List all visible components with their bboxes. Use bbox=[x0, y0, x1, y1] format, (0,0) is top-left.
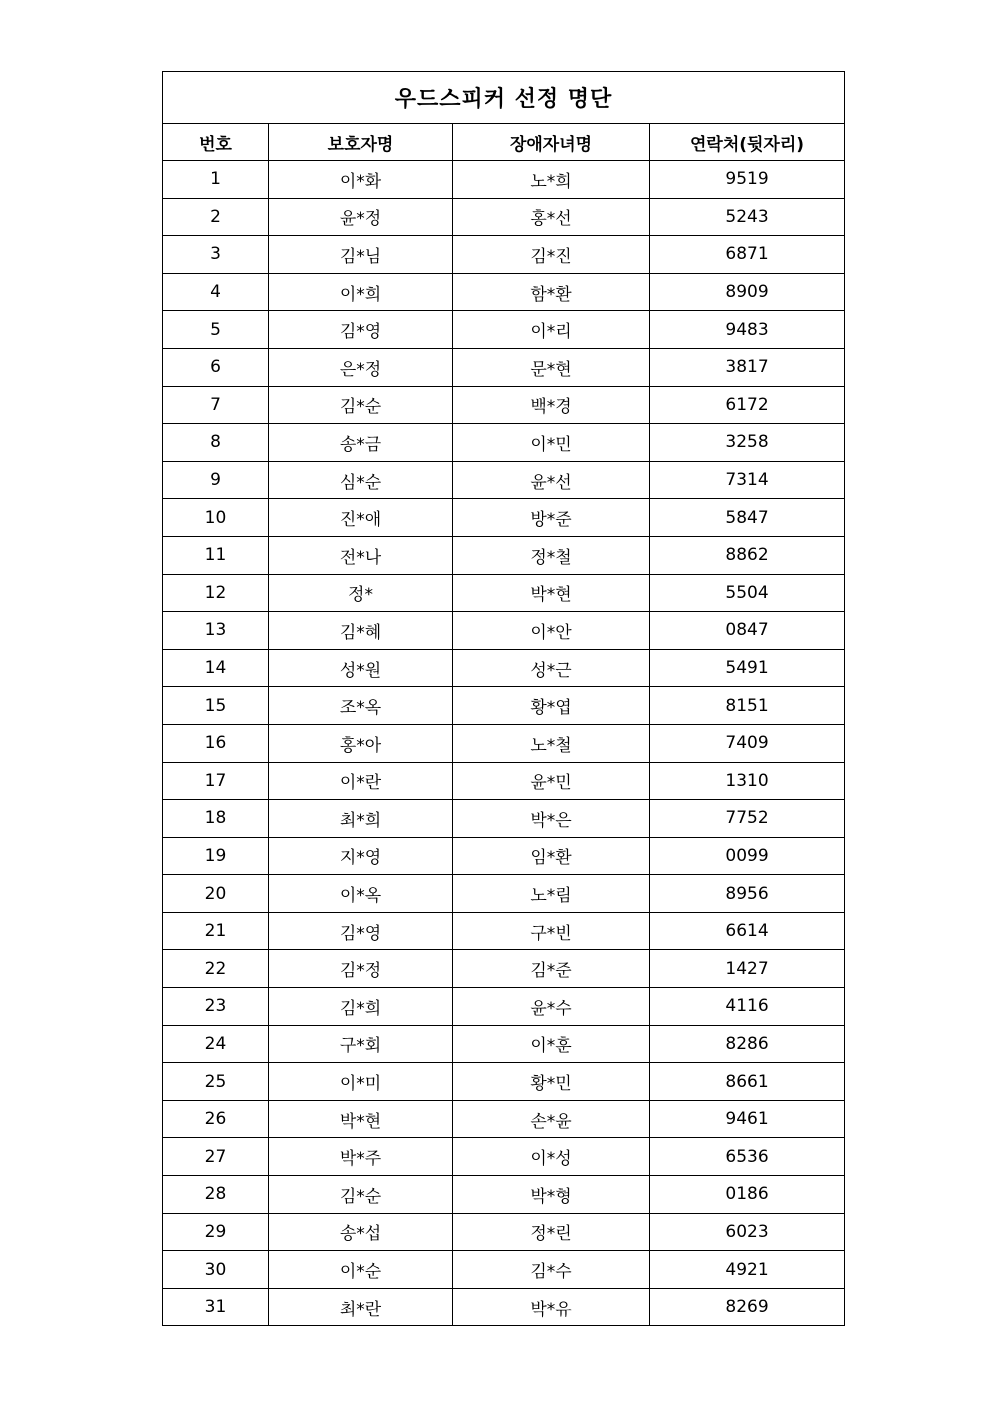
table-row bbox=[163, 1251, 845, 1289]
cell-contact: 8909 bbox=[650, 273, 845, 311]
cell-number: 7 bbox=[163, 386, 269, 424]
cell-contact: 6172 bbox=[650, 386, 845, 424]
cell-guardian-name: 조*옥 bbox=[269, 687, 453, 725]
table-row bbox=[163, 536, 845, 574]
table-row bbox=[163, 800, 845, 838]
table-row bbox=[163, 988, 845, 1026]
table-row bbox=[163, 612, 845, 650]
cell-contact: 5243 bbox=[650, 198, 845, 236]
cell-number: 16 bbox=[163, 724, 269, 762]
cell-child-name: 홍*선 bbox=[453, 198, 650, 236]
cell-guardian-name: 박*현 bbox=[269, 1100, 453, 1138]
cell-contact: 0099 bbox=[650, 837, 845, 875]
cell-guardian-name: 이*순 bbox=[269, 1251, 453, 1289]
cell-contact: 0847 bbox=[650, 612, 845, 650]
cell-guardian-name: 윤*정 bbox=[269, 198, 453, 236]
table-row bbox=[163, 1176, 845, 1214]
cell-guardian-name: 김*영 bbox=[269, 311, 453, 349]
cell-child-name: 윤*민 bbox=[453, 762, 650, 800]
header-guardian-name: 보호자명 bbox=[269, 124, 453, 161]
cell-number: 27 bbox=[163, 1138, 269, 1176]
selection-table bbox=[162, 71, 845, 1326]
table-row bbox=[163, 424, 845, 462]
cell-guardian-name: 김*님 bbox=[269, 236, 453, 274]
cell-contact: 4116 bbox=[650, 988, 845, 1026]
cell-contact: 4921 bbox=[650, 1251, 845, 1289]
cell-guardian-name: 전*나 bbox=[269, 536, 453, 574]
cell-child-name: 김*수 bbox=[453, 1251, 650, 1289]
cell-number: 10 bbox=[163, 499, 269, 537]
cell-contact: 5847 bbox=[650, 499, 845, 537]
table-row bbox=[163, 1063, 845, 1101]
cell-contact: 9461 bbox=[650, 1100, 845, 1138]
cell-guardian-name: 홍*아 bbox=[269, 724, 453, 762]
cell-number: 19 bbox=[163, 837, 269, 875]
cell-number: 12 bbox=[163, 574, 269, 612]
cell-contact: 3258 bbox=[650, 424, 845, 462]
cell-child-name: 임*환 bbox=[453, 837, 650, 875]
table-row bbox=[163, 1213, 845, 1251]
table-row bbox=[163, 687, 845, 725]
cell-child-name: 이*리 bbox=[453, 311, 650, 349]
cell-contact: 7752 bbox=[650, 800, 845, 838]
table-row bbox=[163, 912, 845, 950]
cell-number: 20 bbox=[163, 875, 269, 913]
cell-guardian-name: 김*희 bbox=[269, 988, 453, 1026]
table-row bbox=[163, 386, 845, 424]
table-title: 우드스피커 선정 명단 bbox=[163, 72, 845, 124]
cell-number: 4 bbox=[163, 273, 269, 311]
cell-contact: 8956 bbox=[650, 875, 845, 913]
cell-child-name: 윤*선 bbox=[453, 461, 650, 499]
cell-guardian-name: 김*혜 bbox=[269, 612, 453, 650]
cell-guardian-name: 박*주 bbox=[269, 1138, 453, 1176]
cell-child-name: 노*철 bbox=[453, 724, 650, 762]
table-row bbox=[163, 311, 845, 349]
cell-number: 15 bbox=[163, 687, 269, 725]
header-number: 번호 bbox=[163, 124, 269, 161]
cell-child-name: 구*빈 bbox=[453, 912, 650, 950]
table-row bbox=[163, 1025, 845, 1063]
cell-number: 8 bbox=[163, 424, 269, 462]
table-row bbox=[163, 1138, 845, 1176]
cell-number: 31 bbox=[163, 1288, 269, 1326]
cell-child-name: 박*현 bbox=[453, 574, 650, 612]
cell-number: 23 bbox=[163, 988, 269, 1026]
cell-child-name: 정*린 bbox=[453, 1213, 650, 1251]
cell-number: 25 bbox=[163, 1063, 269, 1101]
cell-child-name: 이*안 bbox=[453, 612, 650, 650]
cell-contact: 8862 bbox=[650, 536, 845, 574]
cell-child-name: 노*희 bbox=[453, 161, 650, 199]
header-row bbox=[163, 124, 845, 161]
cell-contact: 5491 bbox=[650, 649, 845, 687]
cell-guardian-name: 최*희 bbox=[269, 800, 453, 838]
table-row bbox=[163, 837, 845, 875]
table-row bbox=[163, 499, 845, 537]
cell-contact: 6871 bbox=[650, 236, 845, 274]
cell-child-name: 이*훈 bbox=[453, 1025, 650, 1063]
cell-number: 9 bbox=[163, 461, 269, 499]
cell-guardian-name: 김*정 bbox=[269, 950, 453, 988]
table-row bbox=[163, 236, 845, 274]
cell-contact: 7409 bbox=[650, 724, 845, 762]
document-sheet bbox=[162, 71, 844, 1326]
cell-contact: 0186 bbox=[650, 1176, 845, 1214]
table-row bbox=[163, 461, 845, 499]
cell-number: 13 bbox=[163, 612, 269, 650]
cell-number: 1 bbox=[163, 161, 269, 199]
cell-child-name: 노*림 bbox=[453, 875, 650, 913]
cell-child-name: 손*윤 bbox=[453, 1100, 650, 1138]
cell-child-name: 이*성 bbox=[453, 1138, 650, 1176]
cell-guardian-name: 성*원 bbox=[269, 649, 453, 687]
cell-number: 29 bbox=[163, 1213, 269, 1251]
cell-number: 11 bbox=[163, 536, 269, 574]
cell-child-name: 윤*수 bbox=[453, 988, 650, 1026]
cell-child-name: 백*경 bbox=[453, 386, 650, 424]
cell-child-name: 박*유 bbox=[453, 1288, 650, 1326]
cell-guardian-name: 진*애 bbox=[269, 499, 453, 537]
table-body bbox=[163, 161, 845, 1326]
table-row bbox=[163, 198, 845, 236]
table-row bbox=[163, 1288, 845, 1326]
header-contact-last-digits: 연락처(뒷자리) bbox=[650, 124, 845, 161]
cell-guardian-name: 이*희 bbox=[269, 273, 453, 311]
cell-contact: 8286 bbox=[650, 1025, 845, 1063]
table-row bbox=[163, 273, 845, 311]
cell-contact: 8151 bbox=[650, 687, 845, 725]
cell-number: 26 bbox=[163, 1100, 269, 1138]
cell-number: 28 bbox=[163, 1176, 269, 1214]
table-row bbox=[163, 950, 845, 988]
cell-guardian-name: 송*섭 bbox=[269, 1213, 453, 1251]
cell-contact: 8269 bbox=[650, 1288, 845, 1326]
cell-number: 30 bbox=[163, 1251, 269, 1289]
cell-contact: 6023 bbox=[650, 1213, 845, 1251]
cell-guardian-name: 구*회 bbox=[269, 1025, 453, 1063]
cell-child-name: 문*현 bbox=[453, 348, 650, 386]
cell-guardian-name: 지*영 bbox=[269, 837, 453, 875]
table-row bbox=[163, 574, 845, 612]
cell-guardian-name: 이*화 bbox=[269, 161, 453, 199]
cell-child-name: 함*환 bbox=[453, 273, 650, 311]
cell-guardian-name: 김*순 bbox=[269, 386, 453, 424]
cell-contact: 7314 bbox=[650, 461, 845, 499]
cell-number: 18 bbox=[163, 800, 269, 838]
cell-contact: 5504 bbox=[650, 574, 845, 612]
cell-child-name: 김*진 bbox=[453, 236, 650, 274]
cell-number: 2 bbox=[163, 198, 269, 236]
cell-guardian-name: 최*란 bbox=[269, 1288, 453, 1326]
cell-number: 21 bbox=[163, 912, 269, 950]
cell-contact: 1310 bbox=[650, 762, 845, 800]
cell-child-name: 황*엽 bbox=[453, 687, 650, 725]
cell-number: 3 bbox=[163, 236, 269, 274]
cell-contact: 8661 bbox=[650, 1063, 845, 1101]
cell-number: 6 bbox=[163, 348, 269, 386]
table-row bbox=[163, 875, 845, 913]
cell-contact: 1427 bbox=[650, 950, 845, 988]
cell-child-name: 김*준 bbox=[453, 950, 650, 988]
cell-child-name: 정*철 bbox=[453, 536, 650, 574]
cell-guardian-name: 김*영 bbox=[269, 912, 453, 950]
cell-guardian-name: 이*옥 bbox=[269, 875, 453, 913]
cell-child-name: 황*민 bbox=[453, 1063, 650, 1101]
header-child-name: 장애자녀명 bbox=[453, 124, 650, 161]
cell-child-name: 성*근 bbox=[453, 649, 650, 687]
cell-number: 5 bbox=[163, 311, 269, 349]
cell-child-name: 박*은 bbox=[453, 800, 650, 838]
cell-number: 14 bbox=[163, 649, 269, 687]
cell-guardian-name: 이*미 bbox=[269, 1063, 453, 1101]
cell-contact: 3817 bbox=[650, 348, 845, 386]
cell-child-name: 박*형 bbox=[453, 1176, 650, 1214]
cell-guardian-name: 심*순 bbox=[269, 461, 453, 499]
cell-contact: 6536 bbox=[650, 1138, 845, 1176]
table-row bbox=[163, 161, 845, 199]
table-row bbox=[163, 762, 845, 800]
cell-guardian-name: 은*정 bbox=[269, 348, 453, 386]
table-row bbox=[163, 724, 845, 762]
cell-child-name: 방*준 bbox=[453, 499, 650, 537]
cell-number: 24 bbox=[163, 1025, 269, 1063]
cell-guardian-name: 이*란 bbox=[269, 762, 453, 800]
cell-child-name: 이*민 bbox=[453, 424, 650, 462]
table-row bbox=[163, 348, 845, 386]
cell-guardian-name: 송*금 bbox=[269, 424, 453, 462]
title-row bbox=[163, 72, 845, 124]
cell-contact: 9519 bbox=[650, 161, 845, 199]
table-row bbox=[163, 1100, 845, 1138]
table-row bbox=[163, 649, 845, 687]
cell-guardian-name: 정* bbox=[269, 574, 453, 612]
cell-contact: 9483 bbox=[650, 311, 845, 349]
cell-number: 22 bbox=[163, 950, 269, 988]
cell-guardian-name: 김*순 bbox=[269, 1176, 453, 1214]
cell-contact: 6614 bbox=[650, 912, 845, 950]
cell-number: 17 bbox=[163, 762, 269, 800]
